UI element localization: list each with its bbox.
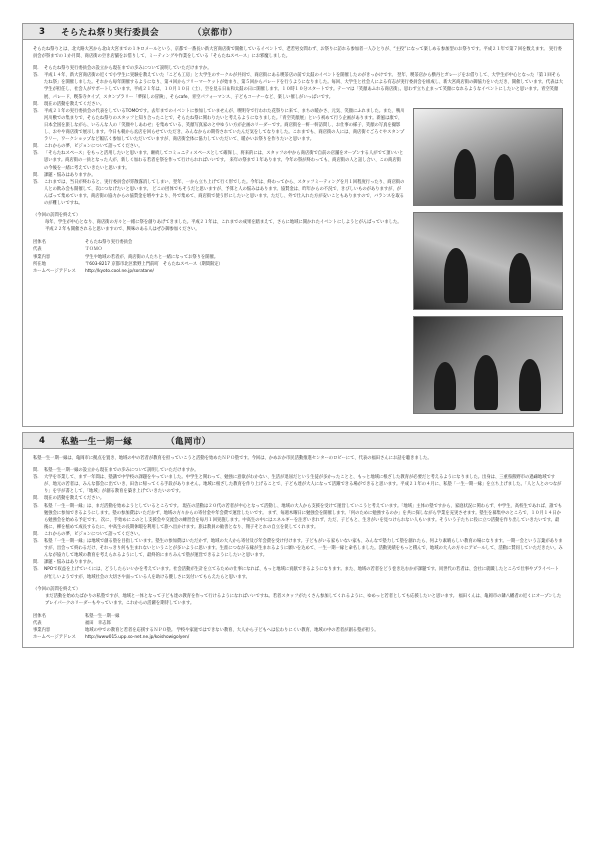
info-row: ホームページアドレス http://www015.upp.so-net.ne.jp/koishowigolyen/ <box>33 635 190 641</box>
section-number: 3 <box>39 26 46 37</box>
info-row: 事業内容 地域の中での教育と若者を応援するＮＰＯ塾。 学校や家庭ではできない教育、大人から子どもへは伝わりにくい教育、地域の中の若者が創る塾が担う。 <box>33 628 379 634</box>
question: 問． 現在の活動を教えてください。 <box>33 496 105 502</box>
question: 問． 課題・悩みはありますか。 <box>33 560 96 566</box>
section-title: 私塾一生一期一縁 <box>61 436 133 447</box>
qa-block <box>33 467 563 581</box>
info-row: 事業内容 学生や地域の若者が、商店街の人たちと一緒になってお祭りを開催。 <box>33 254 219 260</box>
section-header <box>22 23 574 40</box>
info-row: 代表 福田 幸志郎 <box>33 620 111 626</box>
impression-text: 毎年、学生が中心となり、商店街の方々と一緒に祭を創りあげてきました。平成２１年は、これまでの成果を踏まえて、さらに地域に開かれたイベントにしようとがんばっていました。平成２２年も開催されると思いますので、興味のある人はぜひ御参加ください。 <box>45 220 402 233</box>
section-number: 4 <box>39 435 46 446</box>
section-city: （亀岡市） <box>166 436 211 447</box>
answer: 答． これまでは、当日が終わると、実行委員会が雰散霧消してしまい、翌年、一から立ち上げて行く形でした。今年は、終わってから、スタッフミーティングを月１回程度行ったり、商店街の人との飲み会も開催して、次につなげたいと思います。 どこの団体でもそうだと思いますが、予算と人の悩みはあります。協賛金は、昨年からの不況で、きびしいものがありますが、がんばって集めています。商店街の協力からの協賛金を増やすより、外で集めて、商店街で使う形にしたいと思います。ただし、外で仕入れた方が安いこともありますので、バランスを取るのが難しいですね。 <box>33 179 405 206</box>
answer: 答． NPOで収益を上げていくには、どうしたらいいかを考えています。社会活動が生計を立てるための仕事になれば、もっと地域に貢献できるようになります。また、地域の若者をどう巻き込むかが課題です。同世代の若者は、会社に就職したところで仕事やプライベートが忙しいようですが、地域社会の大切さや面っている人を助ける優しさに気付いてもらえたらと思います。 <box>33 567 560 580</box>
info-row: 所在地 〒603-8217 京都市北区紫野上門前町 そらたねスペース（期間限定） <box>33 261 223 267</box>
impression-title: （今回の訪問を終えて） <box>33 586 81 592</box>
answer: 答． 平成１４年、新大宮商店街の近くで小学生に実験を教えていた「こども工房」と大学生のサークルが共同で、商店街にある喫茶店の前で太鼓のイベントを開催したのがきっかけです。 翌年、喫茶店から横丹とガレージをお借りして、大学生が中心となった「第１回そらたね祭」を開催しました。それから毎年開催するようになり、第４回からフリーマーケットが始まり、第５回からパレードを行うようになりました。毎回、大学生と社会人による有志が実行委員会を組成し、新大宮商店街の御協力をいただき、開催しています。代表は大学生が担任し、社会人がサポートしています。平成２１年は、１０月１０日（土）、空を見る日＆和太鼓の日に開催します。１０時１０分スタートです。テーマは「笑顔あふれる商店街」。思わず立ち止まって笑顔になれるようなイベントにしたいと思います。青空笑顔展、パレード、喫茶寺タイプ、スタンプラリー「夢探しの冒険」、そらcafe、青空パフォーマンス、子どもコーナーなど、楽しい催しがいっぱいです。 <box>33 73 564 100</box>
photo-column <box>413 108 563 420</box>
event-photo <box>413 212 563 310</box>
info-row: 団体名 私塾一生一期一縁 <box>33 613 120 619</box>
question: 問． 私塾一生一期一縁の設立から現在までの歩みについて説明していただけますか。 <box>33 468 199 474</box>
impression <box>33 586 563 607</box>
section-body <box>22 449 574 648</box>
question: 問． 課題・悩みはありますか。 <box>33 172 96 178</box>
section-shijuku <box>22 432 574 648</box>
section-header <box>22 432 574 449</box>
info-row: 団体名 そらたね祭り実行委員会 <box>33 240 133 246</box>
answer: 答． 私塾「一生一期一縁」は、まだ活動を始めようとしているところです。 現在の活動は２０代の若者が中心となって活動し、地域の大人から支援を受けて運営していこうと考えています。「地域」主体の塾ですから、家庭状況に関わらず、中学生、高校生であれば、誰でも勉強会に参加できるようにします。塾の参加費はいただかず、地域の方々からの寄付金や年会費で運営したいです。 まず、毎週木曜日に勉強会を開催します。「何のために勉強するのか」を共に探しながら学業を充実させます。塾生を募集中のところで、１０月１４日から勉強会を始める予定です。 次に、手始めにこのとし支援会や交流会の練習会を毎月１回実施します。中高生の中にはエネルギーを注ぎいきれず、ただ、子どもと、生きがいを見つけられない人もいます。そういう子たちに役に立つ活動を作り出していきたいです。最後に、柳を植めて成長するたに、中高生の長期休暇を利用して旅へ出かけます。旅は教員の勧善となり、翔子そとれの自立を促してくれます。 <box>33 503 563 530</box>
answer: 答． 平成２１年の実行委員会の代表をしているTOMOです。去年までのイベントに参加していませんが、喫明寺で行われた花祭りに来て、まちの暖かさ、元気、笑顔にふれました。また、鴨川河川敷での集まりで、そらたね祭りのスタッフと知り合ったことで、そらたね祭に関わりたいと考えるようになりました。「青空笑顔展」という初めて行う企画があります。新風は康で、日本全国を旅しながら、いろんな人の「笑顔やしあわせ」を集めている、笑顔写真家のと中ゆうい方が企画のリーダーです。商店街を一軒一軒訪問し、お仕事の様子、笑顔の写真を撮影し、おやや商店街で展示します。今日も朝から丞店を回らせていただき、みんなからの期待されていたんだ気をしてなりました。これまでも、商店街の人には、商店街ぐごろぐやスタンプラリー、ワークショップなど幅広く参加していただいていますが、商店街全体に協力していただいて、暖かいお祭りを作りたいと思います。 <box>33 108 405 143</box>
impression <box>33 212 405 233</box>
homepage-link[interactable]: http://www015.upp.so-net.ne.jp/koishowigolyen/ <box>85 635 190 641</box>
answer: 答． 大学を卒業して、まず一年間は、塾講で中学校の課題をやっていました。中学生と関わって、勉強に意欲がわかない、生活が退屈だという生徒が多かったことと、もっと地域に根ざした教育が必要だと考えるようになりました。出身は、三重県熊野市の過疎地域ですが、地元の若者は、みんな都会に出ていき、田舎に帰ってくる手段がありません。地域に根ざした教育を作り上げることで、子ども達が大人になって活躍できる場ができると思います。平成２１年の４月に、私塾「一生一期一縁」を立ち上げました。「人と人とのつながり」を字が書として、「地域」が創る教育を築き上げていきたいのです。 <box>33 475 562 495</box>
info-row: 代表 ＴＯＭＯ <box>33 247 103 253</box>
org-info <box>33 239 405 274</box>
section-city: （京都市） <box>192 27 238 38</box>
question: 問． これからの夢、ビジョンについて語ってください。 <box>33 144 143 150</box>
qa-block <box>33 65 563 108</box>
event-photo <box>413 316 563 414</box>
photo-text-block <box>33 108 563 420</box>
question: 問． 現在の活動を教えてください。 <box>33 101 105 107</box>
lead-paragraph: 私塾一生一期一縁は、亀岡市に拠点を置き、地域の中の若者が教育を担っていこうと活動を始めたＮＰＯ塾です。今回は、かめおか市民活動推進センターのロビーにて、代表の福田さんにお話を聴きました。 <box>33 456 432 461</box>
section-title: そらたね祭り実行委員会 <box>61 27 159 38</box>
homepage-link[interactable]: http://kyoto.cool.ne.jp/soratane/ <box>85 268 154 274</box>
impression-title: （今回の訪問を終えて） <box>33 213 81 219</box>
impression-text: まだ活動を始めたばかりの私塾ですが、地域と一体となって子ども達の教育を作って行けるようになればいいですね。若者スタッフがたくさん参加してくれるように、ゆめっと若者としても応援したいと思います。 福田くんは、亀岡市の隣八幡者の近くにオープンしたブレイパークのリーダーもやっています。これからの活躍を期待しています。 <box>45 593 562 606</box>
question: 問． そらたね祭り実行委員会の設立から現在までの歩みについて説明していただけますか。 <box>33 66 212 72</box>
org-info <box>33 613 563 641</box>
section-soratane <box>22 23 574 427</box>
info-row: ホームページアドレス http://kyoto.cool.ne.jp/soratane/ <box>33 268 154 274</box>
question: 問． これからの夢、ビジョンについて語ってください。 <box>33 531 143 537</box>
lead-paragraph: そらたね祭りとは、北大路大宮から北山大宮までの１キロメールという、京都で一番長い新大宮商店街で開催しているイベントで、老若男女問わず、お祭りに訪れる参加者一人ひとりが、“主役”になって楽しめる参加型のお祭りです。平成２１年で第７回を数えます。 実行委員会が祭までの１か月間、商店街の空き店舗をお借りして、ミーティングや作業をしている「そらたねスペース」にお邪魔しました。 <box>33 47 562 60</box>
answer: 答． 私塾「一生一期一縁」は地域で創る塾を目指しています。塾生の参加費はいただかず、地域の大人から寄付及び年会費を受け付けます。子どもがいる家もいない家も、みんなで塾力して塾を創れたら、何より素晴らしい教育の場になります。一期一会という言葉がありますが、出会って終わるだけ、それっきり何も生まれないということが多いように思います。生涯につながる縁が生まれるように願いを込めて、一生一期一縁と命名しました。活動実績をもっと積んで、地域の大人の方々にアピールして、活動に賛同していただきたい。みんなが協力して地域の教育を考えられるようにして、最終的にまちみんで塾が運営できるようにしたいと思います。 <box>33 539 563 559</box>
answer: 答． 「そらたねスペース」をもっと活用したいと思います。継続してコミュニティスペースとして確保し、将来的には、スタッフの中から商店街で自前の店舗をオープンする人がでて頂いいと思います。商店街の一員となった人が、新しく加わる若者を祭を作って行けられればいいです。 来年の祭まで１年あります。今年の祭が終わっても、商店街の人と話し合い、この商店街の今後を一緒に考えていきたいと思います。 <box>33 151 404 171</box>
event-photo <box>413 108 563 206</box>
section-body <box>22 40 574 427</box>
